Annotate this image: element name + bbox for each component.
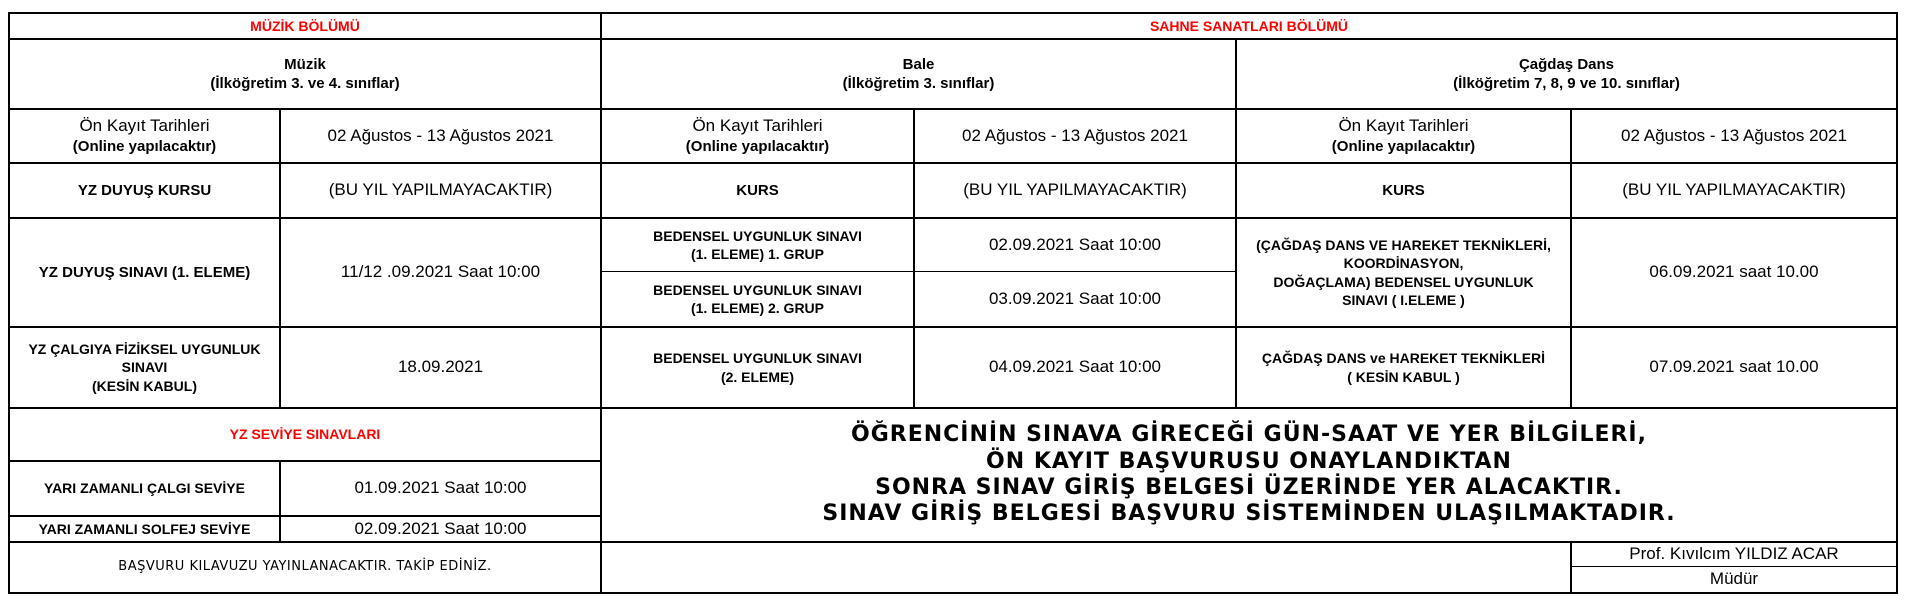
cagdas-title-text: Çağdaş Dans xyxy=(1518,55,1615,73)
bale-eleme2-label xyxy=(602,328,913,407)
signer-title: Müdür xyxy=(1709,569,1759,589)
bale-onkayit-date: 02 Ağustos - 13 Ağustos 2021 xyxy=(962,125,1188,145)
onkayit-sub-text: (Online yapılacaktır) xyxy=(1331,138,1476,156)
cagdas-kesin-line1: ÇAĞDAŞ DANS ve HAREKET TEKNİKLERİ xyxy=(1261,350,1546,367)
muzik-duyus-sinavi-date: 11/12 .09.2021 Saat 10:00 xyxy=(340,262,541,282)
notice-line1: ÖĞRENCİNİN SINAVA GİRECEĞİ GÜN-SAAT VE YER BİLGİLERİ, xyxy=(851,422,1647,448)
exam-info-notice xyxy=(602,409,1896,541)
cagdas-sub-text: (İlköğretim 7, 8, 9 ve 10. sınıflar) xyxy=(1453,75,1680,92)
bale-grup2-date: 03.09.2021 Saat 10:00 xyxy=(988,288,1162,308)
cagdas-eleme1-label xyxy=(1237,219,1570,326)
bale-onkayit-label xyxy=(602,110,913,162)
muzik-onkayit-date: 02 Ağustos - 13 Ağustos 2021 xyxy=(327,125,554,145)
muzik-fiziksel-uygunluk-label xyxy=(10,328,279,407)
muzik-kurs-label: YZ DUYUŞ KURSU xyxy=(77,181,212,199)
onkayit-label-text: Ön Kayıt Tarihleri xyxy=(692,116,823,136)
cagdas-kesin-kabul-date: 07.09.2021 saat 10.00 xyxy=(1649,357,1819,377)
cagdas-program-title xyxy=(1237,40,1896,108)
bale-sub-text: (İlköğretim 3. sınıflar) xyxy=(842,75,995,92)
bale-grup2-label xyxy=(602,272,913,326)
footer-empty-cell xyxy=(602,543,1570,592)
bale-eleme2-line2: (2. ELEME) xyxy=(720,368,795,385)
onkayit-label-text: Ön Kayıt Tarihleri xyxy=(1338,116,1469,136)
fiziksel-line2: SINAVI xyxy=(121,359,168,376)
bale-grup1-line1: BEDENSEL UYGUNLUK SINAVI xyxy=(653,227,862,244)
muzik-sub-text: (İlköğretim 3. ve 4. sınıflar) xyxy=(210,75,400,92)
cagdas-eleme1-date: 06.09.2021 saat 10.00 xyxy=(1649,262,1819,282)
seviye-sinavlari-header: YZ SEVİYE SINAVLARI xyxy=(229,426,381,443)
fiziksel-line3: (KESİN KABUL) xyxy=(92,377,197,394)
muzik-onkayit-label xyxy=(10,110,279,162)
bale-kurs-label: KURS xyxy=(736,181,779,199)
sahne-sanatlari-header: SAHNE SANATLARI BÖLÜMÜ xyxy=(1149,17,1349,34)
cagdas-kurs-value: (BU YIL YAPILMAYACAKTIR) xyxy=(1622,180,1846,200)
bale-eleme2-line1: BEDENSEL UYGUNLUK SINAVI xyxy=(653,350,862,367)
solfej-seviye-date: 02.09.2021 Saat 10:00 xyxy=(354,518,527,538)
cagdas-eleme1-line4: SINAVI ( I.ELEME ) xyxy=(1342,291,1465,308)
muzik-program-title xyxy=(10,40,600,108)
cagdas-kesin-kabul-label xyxy=(1237,328,1570,407)
calgi-seviye-date: 01.09.2021 Saat 10:00 xyxy=(354,478,527,498)
basvuru-kilavuzu-note: BAŞVURU KILAVUZU YAYINLANACAKTIR. TAKİP EDİNİZ. xyxy=(118,559,492,575)
notice-line2: ÖN KAYIT BAŞVURUSU ONAYLANDIKTAN xyxy=(986,448,1512,474)
bale-grup1-label xyxy=(602,219,913,271)
bale-eleme2-date: 04.09.2021 Saat 10:00 xyxy=(988,357,1162,377)
bale-kurs-value: (BU YIL YAPILMAYACAKTIR) xyxy=(963,180,1187,200)
muzik-duyus-sinavi-label: YZ DUYUŞ SINAVI (1. ELEME) xyxy=(38,263,251,281)
onkayit-sub-text: (Online yapılacaktır) xyxy=(685,138,830,156)
muzik-fiziksel-uygunluk-date: 18.09.2021 xyxy=(397,357,484,377)
signer-name: Prof. Kıvılcım YILDIZ ACAR xyxy=(1629,544,1839,564)
bale-grup2-line2: (1. ELEME) 2. GRUP xyxy=(690,300,825,316)
onkayit-sub-text: (Online yapılacaktır) xyxy=(72,138,217,156)
cagdas-eleme1-line1: (ÇAĞDAŞ DANS VE HAREKET TEKNİKLERİ, xyxy=(1256,237,1551,254)
cagdas-onkayit-label xyxy=(1237,110,1570,162)
bale-program-title xyxy=(602,40,1235,108)
muzik-bolumu-header: MÜZİK BÖLÜMÜ xyxy=(250,17,360,34)
bale-grup1-date: 02.09.2021 Saat 10:00 xyxy=(988,234,1162,254)
bale-grup1-line2: (1. ELEME) 1. GRUP xyxy=(690,246,825,262)
cagdas-eleme1-line3: DOĞAÇLAMA) BEDENSEL UYGUNLUK xyxy=(1273,273,1534,290)
notice-line3: SONRA SINAV GİRİŞ BELGESİ ÜZERİNDE YER ALACAKTIR. xyxy=(875,475,1623,500)
onkayit-label-text: Ön Kayıt Tarihleri xyxy=(79,116,210,136)
fiziksel-line1: YZ ÇALGIYA FİZİKSEL UYGUNLUK xyxy=(28,341,261,358)
bale-title-text: Bale xyxy=(902,55,935,73)
notice-line4: SINAV GİRİŞ BELGESİ BAŞVURU SİSTEMİNDEN ULAŞILMAKTADIR. xyxy=(822,501,1676,527)
cagdas-kesin-line2: ( KESİN KABUL ) xyxy=(1347,368,1460,385)
solfej-seviye-label: YARI ZAMANLI SOLFEJ SEVİYE xyxy=(38,520,251,537)
muzik-title-text: Müzik xyxy=(284,55,326,73)
calgi-seviye-label: YARI ZAMANLI ÇALGI SEVİYE xyxy=(44,480,245,497)
cagdas-eleme1-line2: KOORDİNASYON, xyxy=(1343,255,1464,272)
cagdas-onkayit-date: 02 Ağustos - 13 Ağustos 2021 xyxy=(1621,125,1847,145)
cagdas-kurs-label: KURS xyxy=(1382,181,1425,199)
bale-grup2-line1: BEDENSEL UYGUNLUK SINAVI xyxy=(653,281,862,298)
muzik-kurs-value: (BU YIL YAPILMAYACAKTIR) xyxy=(328,180,553,200)
